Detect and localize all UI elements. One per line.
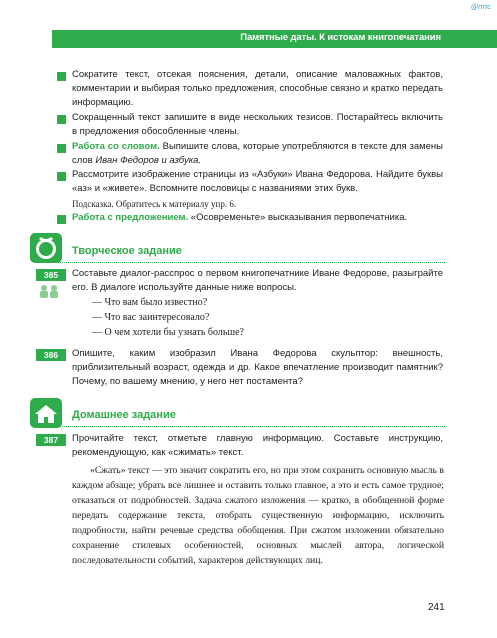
running-header-title: Памятные даты. К истокам книгопечатания xyxy=(240,32,441,43)
bullet-marker xyxy=(57,215,66,224)
bullet-text: «Осовременьте» высказывания первопечатника. xyxy=(188,212,408,223)
bullet-lead: Работа с предложением. xyxy=(72,212,189,223)
section-divider xyxy=(52,426,445,427)
homework-house-icon xyxy=(30,398,62,428)
exercise-385-text: Составьте диалог-расспрос о первом книгопечатнике Иване Федорове, разыграйте его. В диалоге используйте данные ниже вопросы. xyxy=(72,268,443,293)
section-divider xyxy=(52,262,445,263)
bullet-item: Рассмотрите изображение страницы из «Азбуки» Ивана Федорова. Найдите буквы «аз» и «живете». Вспомните пословицы с названиями этих букв. xyxy=(72,169,443,194)
exercise-number: 386 xyxy=(36,349,66,361)
page-number: 241 xyxy=(428,602,445,613)
bullet-marker xyxy=(57,144,66,153)
hint-note: Подсказка. Обратитесь к материалу упр. 6. xyxy=(72,199,237,209)
bullet-lead: Работа со словом. xyxy=(72,141,160,152)
bullet-text: Выпишите слова, которые употребляются в тексте для замены слов xyxy=(72,141,443,166)
pair-work-icon xyxy=(38,284,60,298)
bullet-item: Сократите текст, отсекая пояснения, детали, описание маловажных фактов, комментарии и выбирая только предложения, способные связно и кратко передать информацию. xyxy=(72,69,443,108)
bullet-item xyxy=(72,140,443,168)
publisher-logo: @ппс xyxy=(470,3,491,11)
exercise-387-text: Прочитайте текст, отметьте главную информацию. Составьте инструкцию, рекомендующую, как «сжимать» текст. xyxy=(72,433,443,458)
bullet-item: Сокращенный текст запишите в виде нескольких тезисов. Постарайтесь включить в предложения обособленные члены. xyxy=(72,112,443,137)
bullet-marker xyxy=(57,115,66,124)
bullet-marker xyxy=(57,72,66,81)
bullet-item xyxy=(72,211,443,225)
exercise-387-paragraph: «Сжать» текст — это значит сократить его, но при этом сохранить основную мысль в каждом абзаце; убрать все лишнее и оставить только главное, а это и есть самое трудное; отказаться от подробностей. Задача сжатого изложения — кратко, в обобщенной форме передать содержание текста, отобрать существенную информацию, исключить подробности, найти речевые средства обобщения. При сжатом изложении обязательно сохранение стилевых особенностей, основных мыслей автора, логической последовательности событий, характеров действующих лиц. xyxy=(72,465,444,566)
question-line: — Что вас заинтересовало? xyxy=(92,312,210,323)
question-line: — Что вам было известно? xyxy=(92,297,208,308)
bullet-italic: Иван Федоров и азбука. xyxy=(95,155,202,166)
exercise-number: 387 xyxy=(36,434,66,446)
homework-title: Домашнее задание xyxy=(72,409,176,421)
exercise-number: 385 xyxy=(36,269,66,281)
exercise-386-text: Опишите, каким изобразил Ивана Федорова скульптор: внешность, приблизительный возраст, одежда и др. Какое впечатление производит памятник? Почему, по вашему мнению, у него нет постамента? xyxy=(72,348,443,387)
question-line: — О чем хотели бы узнать больше? xyxy=(92,327,244,338)
creative-task-title: Творческое задание xyxy=(72,245,182,257)
bullet-marker xyxy=(57,172,66,181)
creative-task-icon xyxy=(30,233,62,263)
